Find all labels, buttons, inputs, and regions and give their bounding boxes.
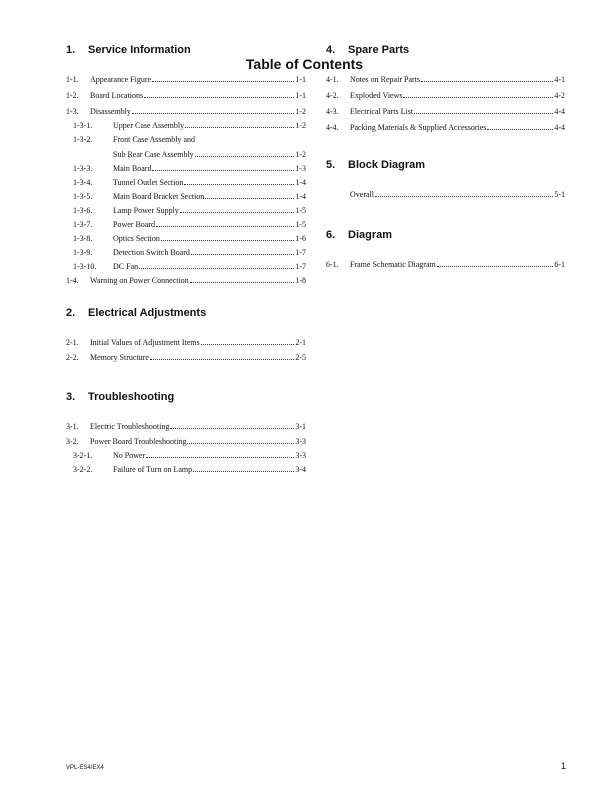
- toc-entry[interactable]: [326, 90, 565, 102]
- entry-page: 1-7: [295, 248, 306, 257]
- dot-leader: [487, 129, 553, 130]
- entry-text: Front Case Assembly and: [113, 135, 195, 144]
- entry-page: 4-4: [554, 123, 565, 132]
- entry-page: 4-2: [554, 91, 565, 100]
- entry-text: Memory Structure: [90, 353, 149, 362]
- toc-subentry[interactable]: [66, 261, 306, 273]
- entry-number: 1-3-8.: [73, 234, 93, 243]
- entry-text: Lamp Power Supply: [113, 206, 179, 215]
- entry-page: 1-6: [295, 234, 306, 243]
- toc-entry[interactable]: [66, 106, 306, 118]
- section-heading-troubleshooting[interactable]: [66, 391, 174, 403]
- toc-entry[interactable]: [326, 74, 565, 86]
- dot-leader: [403, 97, 553, 98]
- toc-subentry[interactable]: [66, 134, 306, 146]
- entry-page: 3-4: [295, 465, 306, 474]
- toc-entry[interactable]: [326, 122, 565, 134]
- entry-number: 4-2.: [326, 91, 339, 100]
- entry-number: 1-3-2.: [73, 135, 93, 144]
- entry-text: Sub Rear Case Assembly: [113, 150, 194, 159]
- section-heading-spare-parts[interactable]: [326, 44, 409, 56]
- toc-subentry[interactable]: [66, 120, 306, 132]
- entry-page: 1-8: [295, 276, 306, 285]
- toc-subentry[interactable]: [66, 247, 306, 259]
- entry-text: Power Board Troubleshooting: [90, 437, 187, 446]
- entry-page: 1-3: [295, 164, 306, 173]
- section-title: Spare Parts: [348, 44, 410, 56]
- toc-subentry[interactable]: [66, 233, 306, 245]
- dot-leader: [191, 254, 294, 255]
- entry-page: 2-5: [295, 353, 306, 362]
- entry-page: 3-3: [295, 437, 306, 446]
- entry-text: Failure of Turn on Lamp: [113, 465, 193, 474]
- toc-subentry[interactable]: [66, 163, 306, 175]
- entry-page: 4-1: [554, 75, 565, 84]
- entry-text: Exploded Views: [350, 91, 403, 100]
- section-number: 4.: [326, 44, 336, 56]
- entry-number: 3-2-2.: [73, 465, 93, 474]
- entry-page: 1-1: [295, 91, 306, 100]
- entry-number: 1-2.: [66, 91, 79, 100]
- entry-text: Disassembly: [90, 107, 131, 116]
- entry-number: 1-3-9.: [73, 248, 93, 257]
- page-title: Table of Contents: [245, 56, 364, 72]
- dot-leader: [414, 113, 553, 114]
- entry-page: 1-7: [295, 262, 306, 271]
- dot-leader: [146, 457, 294, 458]
- section-number: 3.: [66, 391, 76, 403]
- dot-leader: [170, 428, 294, 429]
- entry-text: Warning on Power Connection: [90, 276, 189, 285]
- entry-number: 1-3-4.: [73, 178, 93, 187]
- dot-leader: [180, 212, 295, 213]
- entry-number: 4-4.: [326, 123, 339, 132]
- section-title: Block Diagram: [348, 159, 426, 171]
- dot-leader: [152, 170, 294, 171]
- entry-number: 3-1.: [66, 422, 79, 431]
- entry-number: 1-3-6.: [73, 206, 93, 215]
- dot-leader: [193, 471, 294, 472]
- entry-page: 1-2: [295, 121, 306, 130]
- dot-leader: [201, 344, 295, 345]
- entry-text: Board Locations: [90, 91, 144, 100]
- toc-entry[interactable]: [326, 189, 565, 201]
- entry-text: Initial Values of Adjustment Items: [90, 338, 200, 347]
- dot-leader: [190, 282, 295, 283]
- entry-number: 3-2.: [66, 437, 79, 446]
- entry-text: Packing Materials & Supplied Accessories: [350, 123, 487, 132]
- toc-entry[interactable]: [326, 259, 565, 271]
- entry-number: 2-1.: [66, 338, 79, 347]
- entry-number: 4-1.: [326, 75, 339, 84]
- entry-text: Appearance Figure: [90, 75, 152, 84]
- section-number: 2.: [66, 307, 76, 319]
- toc-subentry[interactable]: [66, 177, 306, 189]
- section-title: Electrical Adjustments: [88, 307, 207, 319]
- entry-number: 1-3-3.: [73, 164, 93, 173]
- section-heading-diagram[interactable]: [326, 229, 392, 241]
- entry-text: Frame Schematic Diagram: [350, 260, 436, 269]
- entry-number: 1-3-7.: [73, 220, 93, 229]
- toc-subentry[interactable]: [66, 191, 306, 203]
- entry-page: 1-5: [295, 220, 306, 229]
- section-title: Diagram: [348, 229, 393, 241]
- entry-page: 6-1: [554, 260, 565, 269]
- section-heading-electrical-adjustments[interactable]: [66, 307, 206, 319]
- section-title: Troubleshooting: [88, 391, 175, 403]
- dot-leader: [375, 196, 553, 197]
- dot-leader: [437, 266, 554, 267]
- toc-entry[interactable]: [66, 90, 306, 102]
- entry-page: 3-1: [295, 422, 306, 431]
- dot-leader: [185, 127, 294, 128]
- entry-number: 1-3-1.: [73, 121, 93, 130]
- entry-text: Main Board Bracket Section: [113, 192, 205, 201]
- dot-leader: [195, 156, 295, 157]
- toc-subentry[interactable]: [66, 464, 306, 476]
- entry-number: 1-4.: [66, 276, 79, 285]
- toc-entry[interactable]: [66, 352, 306, 364]
- entry-text: Electrical Parts List: [350, 107, 414, 116]
- toc-subentry-continuation[interactable]: [66, 149, 306, 161]
- entry-number: 6-1.: [326, 260, 339, 269]
- entry-text: Optics Section: [113, 234, 160, 243]
- entry-text: Main Board: [113, 164, 152, 173]
- entry-number: 4-3.: [326, 107, 339, 116]
- dot-leader: [150, 359, 294, 360]
- entry-page: 2-1: [295, 338, 306, 347]
- dot-leader: [132, 113, 294, 114]
- toc-subentry[interactable]: [66, 205, 306, 217]
- entry-text: Electric Troubleshooting: [90, 422, 170, 431]
- entry-text: Overall: [350, 190, 374, 199]
- section-number: 6.: [326, 229, 336, 241]
- dot-leader: [421, 81, 553, 82]
- entry-number: 1-3-5.: [73, 192, 93, 201]
- entry-text: No Power: [113, 451, 146, 460]
- toc-subentry[interactable]: [66, 450, 306, 462]
- dot-leader: [187, 443, 294, 444]
- dot-leader: [161, 240, 294, 241]
- dot-leader: [184, 184, 294, 185]
- entry-page: 1-2: [295, 107, 306, 116]
- entry-page: 1-1: [295, 75, 306, 84]
- entry-number: 3-2-1.: [73, 451, 93, 460]
- section-heading-service-information[interactable]: [66, 44, 191, 56]
- entry-page: 3-3: [295, 451, 306, 460]
- toc-entry[interactable]: [66, 421, 306, 433]
- entry-text: Notes on Repair Parts: [350, 75, 420, 84]
- entry-page: 1-5: [295, 206, 306, 215]
- entry-number: 1-3.: [66, 107, 79, 116]
- section-heading-block-diagram[interactable]: [326, 159, 425, 171]
- entry-page: 1-2: [295, 150, 306, 159]
- entry-text: Tunnel Outlet Section: [113, 178, 184, 187]
- entry-number: 1-3-10.: [73, 262, 97, 271]
- toc-entry[interactable]: [66, 436, 306, 448]
- dot-leader: [156, 226, 294, 227]
- toc-entry[interactable]: [326, 106, 565, 118]
- dot-leader: [139, 268, 294, 269]
- entry-text: Detection Switch Board: [113, 248, 190, 257]
- toc-entry[interactable]: [66, 275, 306, 287]
- section-title: Service Information: [88, 44, 191, 56]
- dot-leader: [205, 198, 294, 199]
- dot-leader: [144, 97, 294, 98]
- entry-page: 1-4: [295, 192, 306, 201]
- toc-entry[interactable]: [66, 74, 306, 86]
- entry-number: 2-2.: [66, 353, 79, 362]
- section-number: 1.: [66, 44, 76, 56]
- entry-page: 4-4: [554, 107, 565, 116]
- entry-number: 1-1.: [66, 75, 79, 84]
- entry-text: Power Board: [113, 220, 155, 229]
- toc-entry[interactable]: [66, 337, 306, 349]
- entry-text: Upper Case Assembly: [113, 121, 185, 130]
- section-number: 5.: [326, 159, 336, 171]
- footer-page-number: 1: [560, 761, 566, 771]
- entry-page: 5-1: [554, 190, 565, 199]
- entry-text: DC Fan: [113, 262, 139, 271]
- entry-page: 1-4: [295, 178, 306, 187]
- dot-leader: [152, 81, 294, 82]
- toc-subentry[interactable]: [66, 219, 306, 231]
- footer-model: VPL-ES4/EX4: [66, 765, 104, 771]
